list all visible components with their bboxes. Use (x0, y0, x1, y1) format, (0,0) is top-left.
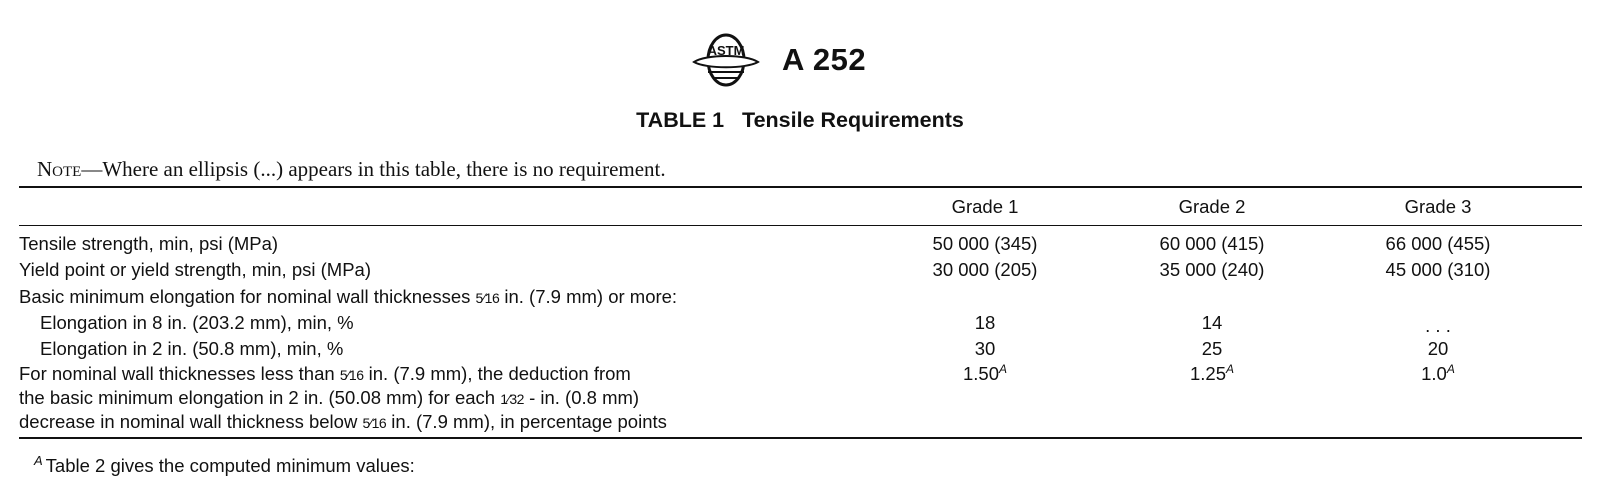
row-label-yield-strength: Yield point or yield strength, min, psi (MPa) (19, 259, 371, 280)
cell-yield-grade-3: 45 000 (310) (1385, 259, 1491, 280)
cell-elong2-grade-2: 25 (1201, 338, 1223, 359)
cell-deduction-grade-1: $1.50^A$ (962, 362, 1008, 384)
row-label-basic-elongation: Basic minimum elongation for nominal wall thicknesses 5⁄16 in. (7.9 mm) or more: (19, 286, 678, 307)
row-label-tensile-strength: Tensile strength, min, psi (MPa) (19, 233, 279, 254)
cell-tensile-grade-3: 66 000 (455) (1385, 233, 1491, 254)
svg-text:ASTM: ASTM (707, 43, 745, 58)
row-label-elongation-2in: Elongation in 2 in. (50.8 mm), min, % (40, 338, 344, 359)
fraction-five-sixteenths: 5⁄16 (339, 367, 364, 383)
footnote-marker: A (1226, 362, 1235, 376)
fraction-five-sixteenths: 5⁄16 (362, 415, 387, 431)
note-text: —Where an ellipsis (...) appears in this table, there is no requirement. (81, 157, 666, 181)
cell-elong8-grade-2: 14 (1201, 312, 1223, 333)
footnote-text: Table 2 gives the computed minimum values: (45, 455, 415, 476)
note-label: Note (37, 157, 82, 181)
cell-deduction-grade-3: $1.0^A$ (1421, 362, 1455, 384)
cell-deduction-grade-2: $1.25^A$ (1189, 362, 1235, 384)
table-footnote (34, 455, 415, 477)
table-title: TABLE 1 Tensile Requirements (636, 108, 964, 132)
cell-tensile-grade-1: 50 000 (345) (932, 233, 1038, 254)
cell-elong2-grade-1: 30 (974, 338, 996, 359)
page-header (0, 32, 1600, 92)
column-header-grade-3: Grade 3 (1404, 196, 1472, 217)
cell-tensile-grade-2: 60 000 (415) (1159, 233, 1265, 254)
table-bottom-rule (19, 437, 1582, 439)
header-rule (19, 225, 1582, 226)
column-header-grade-2: Grade 2 (1178, 196, 1246, 217)
footnote-label: A (34, 453, 43, 468)
astm-logo (692, 32, 760, 88)
row-label-elongation-8in: Elongation in 8 in. (203.2 mm), min, % (40, 312, 354, 333)
cell-elong8-grade-3-ellipsis: . . . (1425, 315, 1451, 336)
fraction-five-sixteenths: 5⁄16 (475, 290, 500, 306)
footnote-marker: A (999, 362, 1008, 376)
standard-designation: A 252 (782, 42, 867, 77)
row-label-deduction-line-2: the basic minimum elongation in 2 in. (50.08 mm) for each 1⁄32 - in. (0.8 mm) (19, 387, 640, 408)
cell-elong8-grade-1: 18 (974, 312, 996, 333)
row-label-deduction-line-1: For nominal wall thicknesses less than 5⁄16 in. (7.9 mm), the deduction from (19, 363, 631, 384)
row-label-deduction-line-3: decrease in nominal wall thickness below 5⁄16 in. (7.9 mm), in percentage points (19, 411, 667, 432)
column-header-grade-1: Grade 1 (951, 196, 1019, 217)
cell-yield-grade-2: 35 000 (240) (1159, 259, 1265, 280)
table-note (37, 157, 666, 182)
footnote-marker: A (1446, 362, 1455, 376)
fraction-one-thirty-second: 1⁄32 (500, 391, 524, 407)
table-top-rule (19, 186, 1582, 188)
cell-elong2-grade-3: 20 (1427, 338, 1449, 359)
cell-yield-grade-1: 30 000 (205) (932, 259, 1038, 280)
